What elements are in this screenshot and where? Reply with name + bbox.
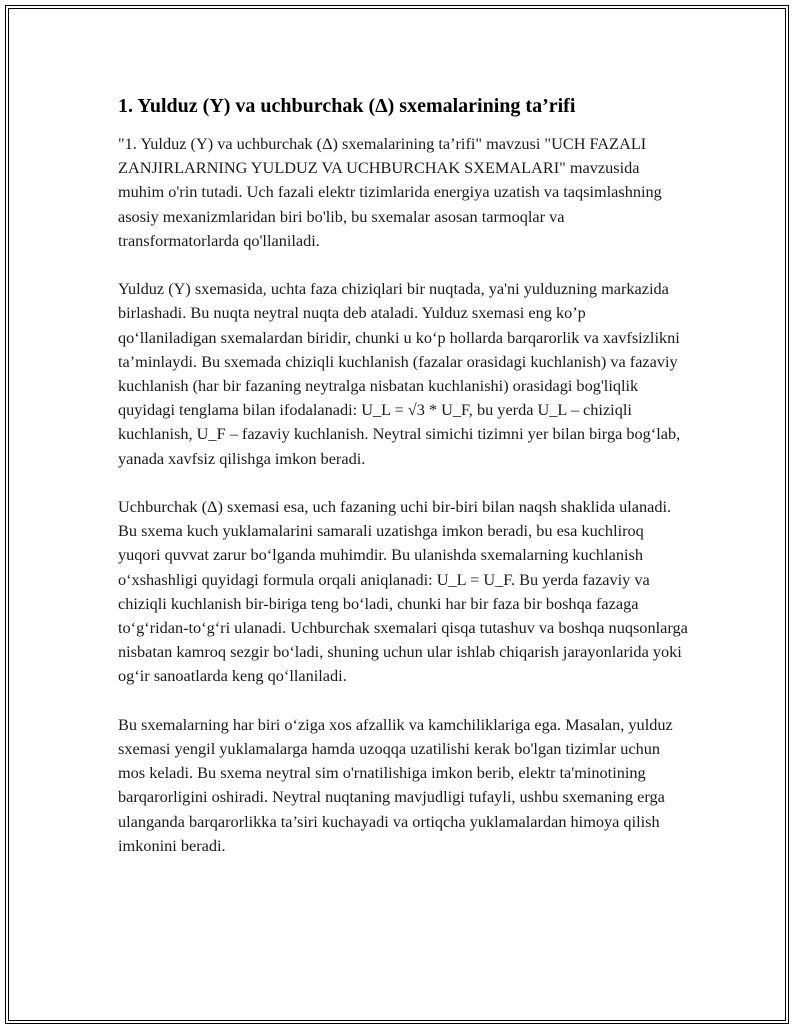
section-heading: 1. Yulduz (Y) va uchburchak (Δ) sxemalarining ta’rifi: [118, 95, 576, 117]
paragraph-delta-scheme: Uchburchak (Δ) sxemasi esa, uch fazaning uchi bir-biri bilan naqsh shaklida ulanadi. Bu sxema kuch yuklamalarini samarali uzatishga imkon beradi, bu esa kuchliroq yuqori quvvat zarur bo‘lganda muhimdir. Bu ulanishda sxemalarning kuchlanish o‘xshashligi quyidagi formula orqali aniqlanadi: U_L = U_F. Bu yerda fazaviy va chiziqli kuchlanish bir-biriga teng bo‘ladi, chunki har bir faza bir boshqa fazaga to‘g‘ridan-to‘g‘ri ulanadi. Uchburchak sxemalari qisqa tutashuv va boshqa nuqsonlarga nisbatan kamroq sezgir bo‘ladi, shuning uchun ular ishlab chiqarish jarayonlarida yoki og‘ir sanoatlarda keng qo‘llaniladi.: [118, 497, 688, 686]
paragraph-star-scheme: Yulduz (Y) sxemasida, uchta faza chiziqlari bir nuqtada, ya'ni yulduzning markazida birlashadi. Bu nuqta neytral nuqta deb ataladi. Yulduz sxemasi eng ko’p qo‘llaniladigan sxemalardan biridir, chunki u ko‘p hollarda barqarorlik va xavfsizlikni ta’minlaydi. Bu sxemada chiziqli kuchlanish (fazalar orasidagi kuchlanish) va fazaviy kuchlanish (har bir fazaning neytralga nisbatan kuchlanishi) orasidagi bog'liqlik quyidagi tenglama bilan ifodalanadi: U_L = √3 * U_F, bu yerda U_L – chiziqli kuchlanish, U_F – fazaviy kuchlanish. Neytral simichi tizimni yer bilan birga bog‘lab, yanada xavfsiz qilishga imkon beradi.: [118, 279, 681, 468]
document-body: [118, 92, 688, 882]
paragraph-comparison: Bu sxemalarning har biri o‘ziga xos afzallik va kamchiliklariga ega. Masalan, yulduz sxemasi yengil yuklamalarga hamda uzoqqa uzatilishi kerak bo'lgan tizimlar uchun mos keladi. Bu sxema neytral sim o'rnatilishiga imkon berib, elektr ta'minotining barqarorligini oshiradi. Neytral nuqtaning mavjudligi tufayli, ushbu sxemaning erga ulanganda barqarorlikka ta’siri kuchayadi va ortiqcha yuklamalardan himoya qilish imkonini beradi.: [118, 714, 673, 855]
paragraph-intro: "1. Yulduz (Y) va uchburchak (Δ) sxemalarining ta’rifi" mavzusi "UCH FAZALI ZANJIRLARNING YULDUZ VA UCHBURCHAK SXEMALARI" mavzusida muhim o'rin tutadi. Uch fazali elektr tizimlarida energiya uzatish va taqsimlashning asosiy mexanizmlaridan biri bo'lib, bu sxemalar asosan tarmoqlar va transformatorlarda qo'llaniladi.: [118, 134, 662, 250]
